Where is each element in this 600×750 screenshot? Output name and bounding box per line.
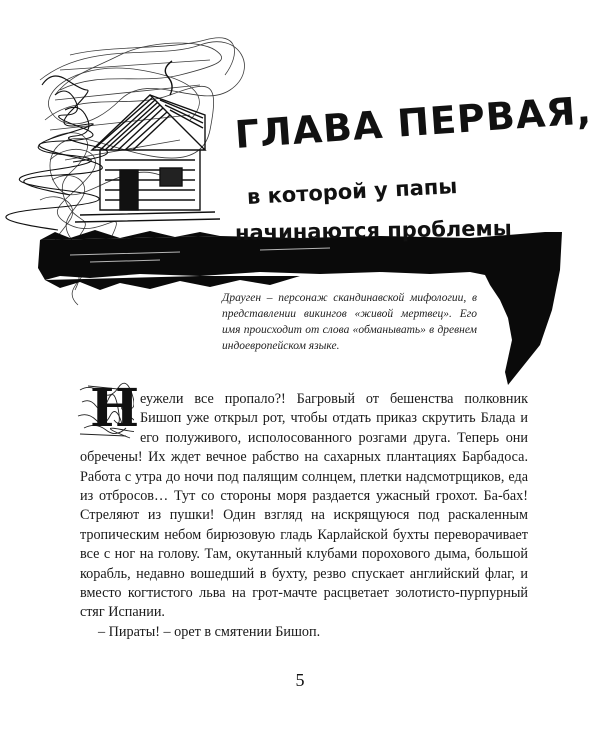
paragraph-2: – Пираты! – орет в смятении Бишоп. [98,623,321,640]
scribble-dense [6,76,108,230]
chapter-body-text [80,378,528,642]
chapter-title-line3: начинаются проблемы [234,216,512,245]
paragraph-1: еужели все пропало?! Багровый от бешенства полковник Бишоп уже открыл рот, чтобы отдать приказ скрутить Блада и его полуживого, исполосованного розгами друга. Теперь они обречены! Их ждет вечное рабство на сахарных плантациях Барбадоса. Работа с утра до ночи под палящим солнцем, плетки надсмотрщиков, еда из отбросов… Тут со стороны моря раздается ужасный грохот. Ба-бах! Стреляют из пушки! Один взгляд на искрящуюся под раскаленным тропическим небом бирюзовую гладь Карлайской бухты переворачивает все с ног на голову. Там, окутанный клубами порохового дыма, большой корабль, недавно вошедший в бухту, резво спускает английский флаг, и вместо когтистого льва на грот-мачте расцветает золотисто-пурпурный стяг Испании. [80,391,528,621]
sidebar-footnote: Драуген – персонаж скандинавской мифологии, в представлении викингов «живой мертвец». Его имя происходит от слова «обманывать» в древнем индоевропейском языке. [222,292,477,352]
chapter-title-line2: в которой у папы [246,173,458,209]
chapter-title-line1: ГЛАВА ПЕРВАЯ, [233,88,594,157]
page-number: 5 [295,670,305,690]
drop-cap-letter: Н [90,378,140,439]
drop-cap [76,378,140,439]
